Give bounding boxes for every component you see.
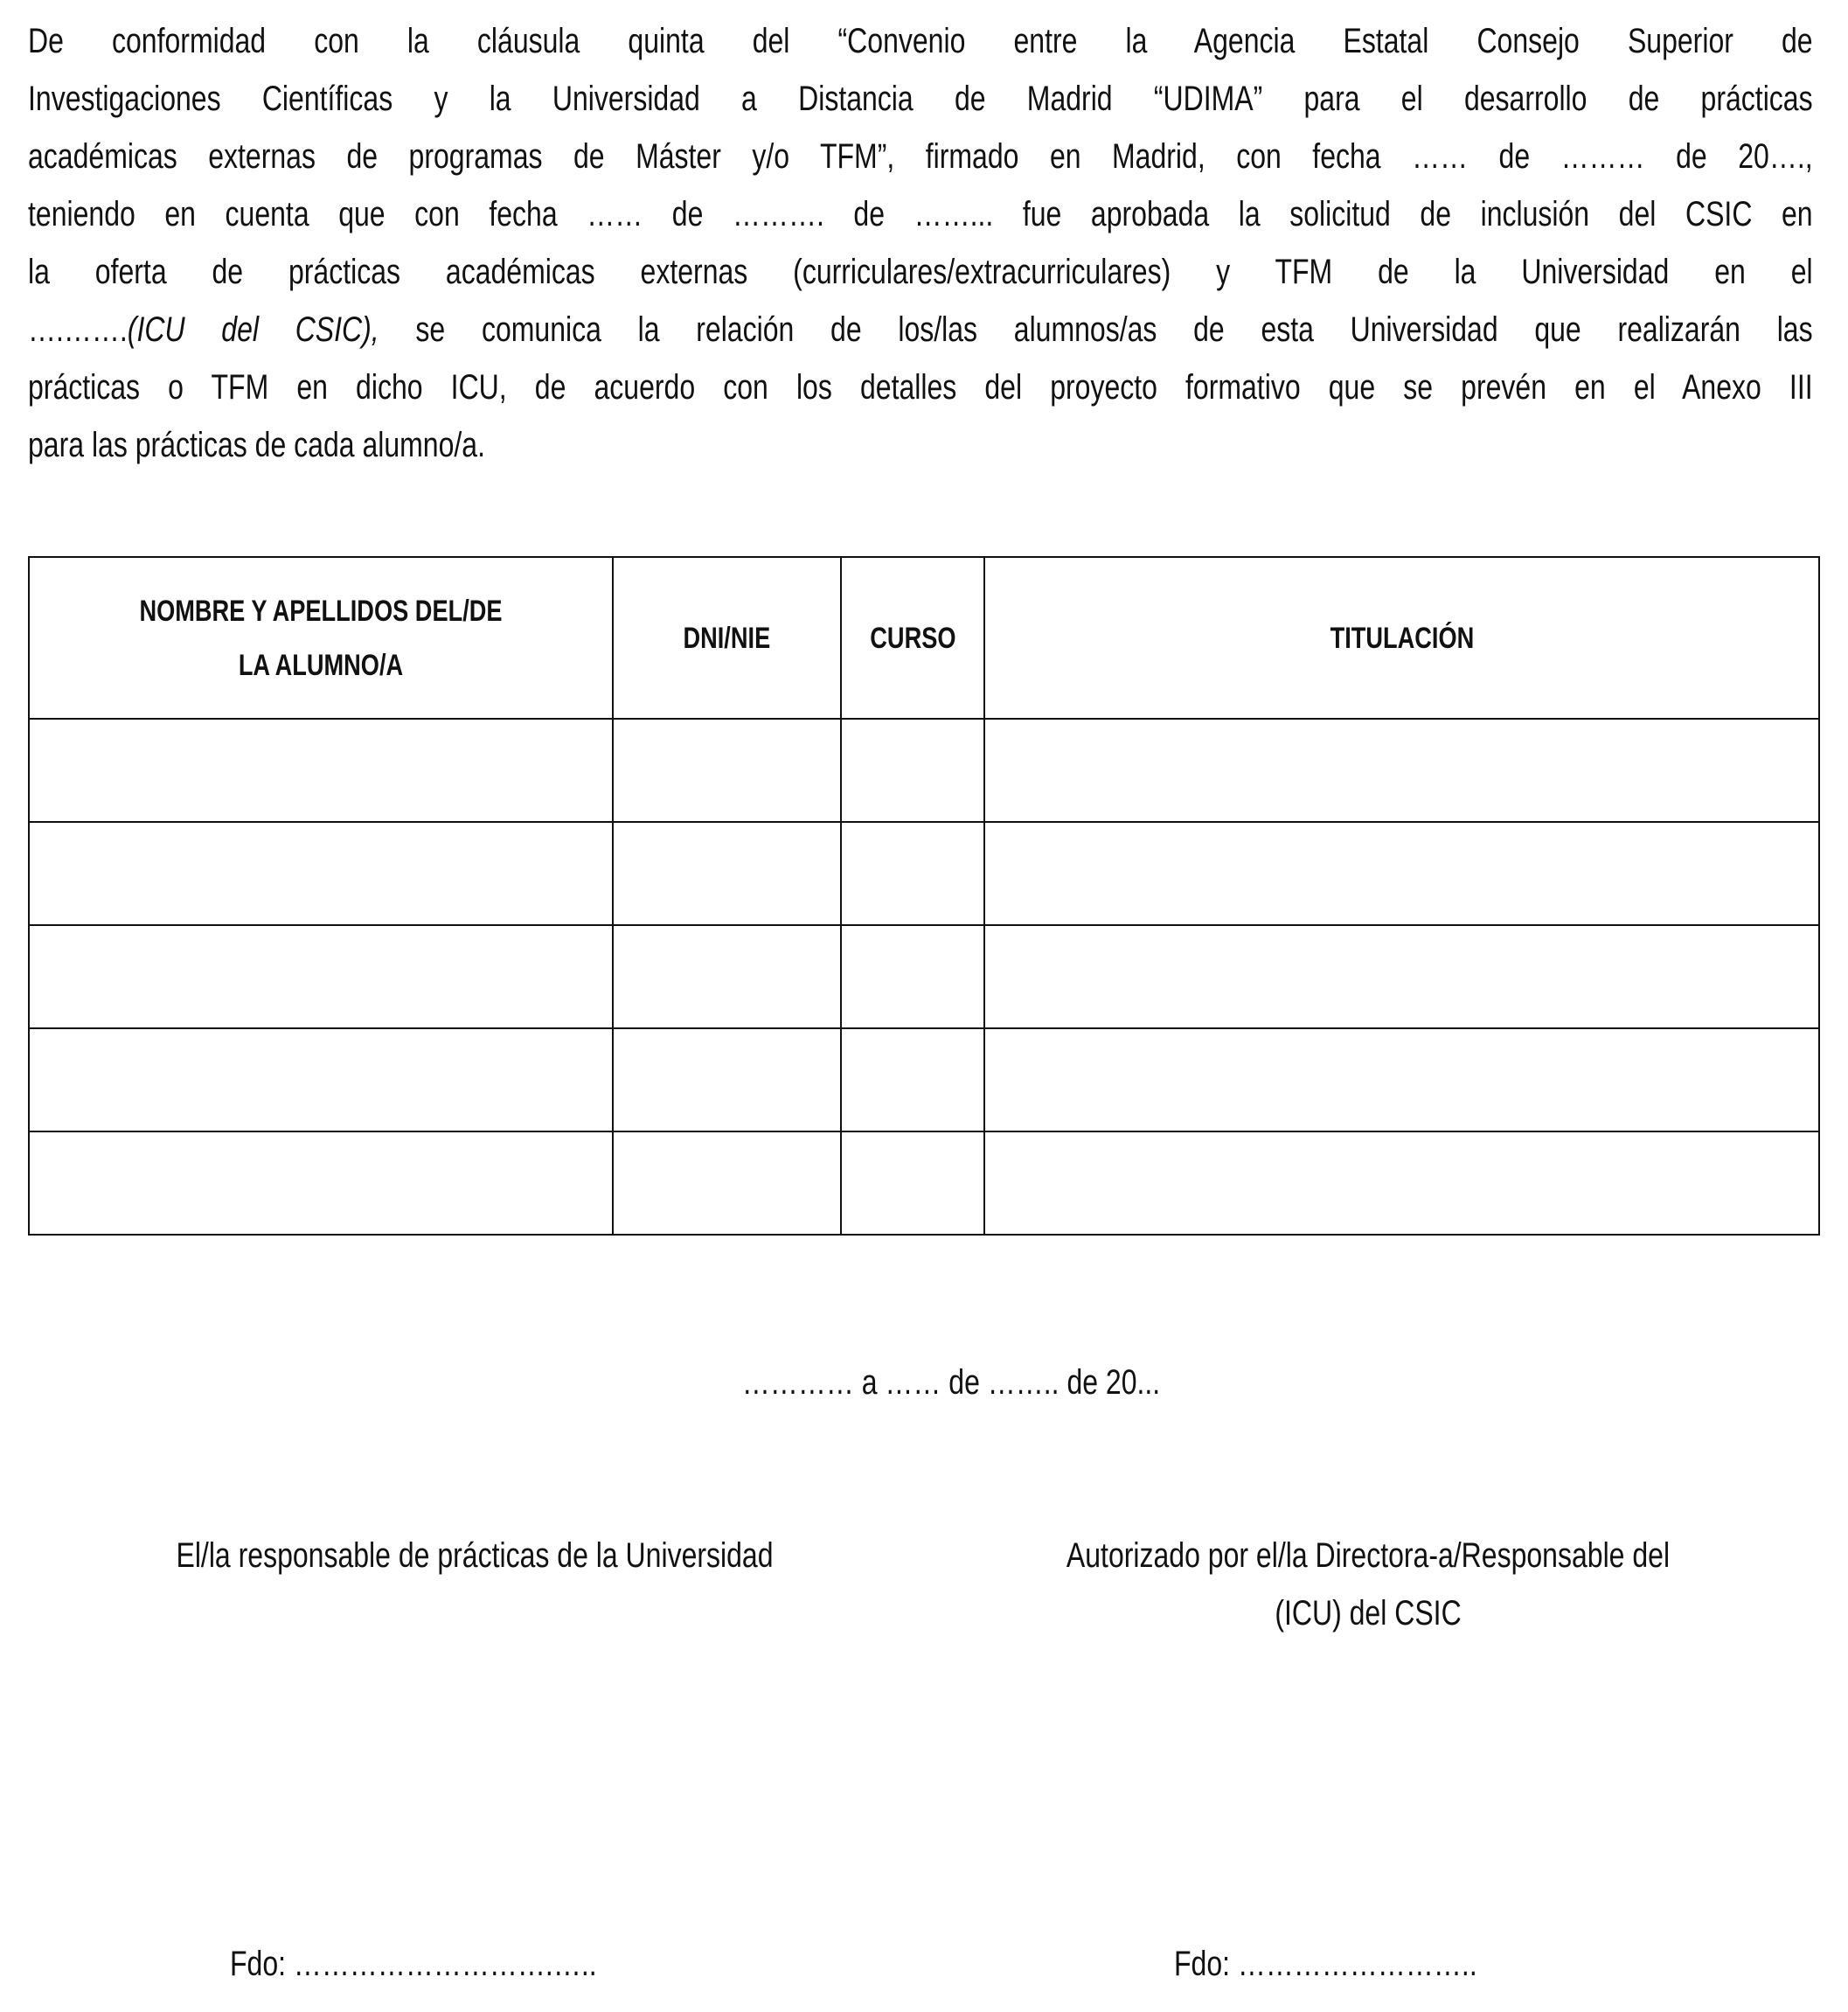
left-signatory-title: El/la responsable de prácticas de la Universidad [176, 1536, 774, 1575]
paragraph-line: la oferta de prácticas académicas externas (curriculares/extracurriculares) y TFM de la Universidad en el [28, 253, 1813, 291]
icu-blank: ….……. [28, 310, 128, 349]
header-curso: CURSO [841, 557, 984, 719]
icu-placeholder: (ICU del CSIC), [127, 310, 379, 349]
cell[interactable] [841, 822, 984, 925]
table-row [29, 925, 1819, 1028]
cell[interactable] [613, 925, 841, 1028]
table-row [29, 1028, 1819, 1131]
cell[interactable] [841, 1028, 984, 1131]
paragraph-line: De conformidad con la cláusula quinta del “Convenio entre la Agencia Estatal Consejo Superior de [28, 22, 1813, 60]
cell[interactable] [984, 822, 1819, 925]
students-table [28, 556, 1820, 1236]
paragraph-line: para las prácticas de cada alumno/a. [28, 426, 485, 464]
cell[interactable] [984, 1131, 1819, 1235]
cell[interactable] [984, 925, 1819, 1028]
paragraph-line [28, 301, 1813, 359]
right-signatory-title-2: (ICU) del CSIC [1275, 1594, 1462, 1633]
cell[interactable] [841, 925, 984, 1028]
cell[interactable] [841, 1131, 984, 1235]
cell[interactable] [984, 1028, 1819, 1131]
cell[interactable] [613, 822, 841, 925]
cell[interactable] [613, 1131, 841, 1235]
cell[interactable] [29, 822, 613, 925]
cell[interactable] [29, 925, 613, 1028]
cell[interactable] [29, 719, 613, 822]
cell[interactable] [29, 1028, 613, 1131]
table-header-row [29, 557, 1819, 719]
cell[interactable] [613, 719, 841, 822]
cell[interactable] [841, 719, 984, 822]
header-dni: DNI/NIE [613, 557, 841, 719]
table-row [29, 1131, 1819, 1235]
date-line: ………… a …… de …….. de 20... [741, 1363, 1161, 1402]
table-row [29, 719, 1819, 822]
right-signature-line: Fdo: …………………….. [1174, 1945, 1477, 1983]
paragraph-text: se comunica la relación de los/las alumnos/as de esta Universidad que realizarán las [379, 310, 1813, 349]
header-nombre: NOMBRE Y APELLIDOS DEL/DE LA ALUMNO/A [29, 557, 613, 719]
paragraph-line: teniendo en cuenta que con fecha …… de ………. de ……... fue aprobada la solicitud de inclusión del CSIC en [28, 195, 1813, 233]
paragraph-line: Investigaciones Científicas y la Universidad a Distancia de Madrid “UDIMA” para el desarrollo de prácticas [28, 80, 1813, 118]
cell[interactable] [613, 1028, 841, 1131]
paragraph-line: académicas externas de programas de Máster y/o TFM”, firmado en Madrid, con fecha …… de ……… de 20…., [28, 137, 1813, 176]
right-signatory-title: Autorizado por el/la Directora-a/Responsable del [1066, 1536, 1671, 1575]
paragraph-line: prácticas o TFM en dicho ICU, de acuerdo con los detalles del proyecto formativo que se prevén en el Anexo III [28, 368, 1813, 407]
cell[interactable] [29, 1131, 613, 1235]
cell[interactable] [984, 719, 1819, 822]
table-row [29, 822, 1819, 925]
header-titulacion: TITULACIÓN [984, 557, 1819, 719]
intro-paragraph [28, 12, 1813, 474]
left-signature-line: Fdo: ……………………….….. [230, 1945, 597, 1983]
